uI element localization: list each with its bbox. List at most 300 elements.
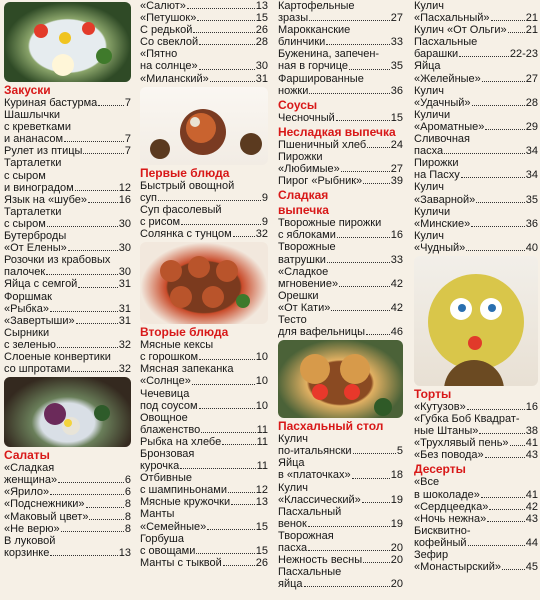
toc-entry [140,48,268,72]
entry-line [140,496,268,508]
entry-line [278,506,403,518]
dot-leader [75,190,118,191]
entry-line [278,151,403,163]
entry-title: Чесночный [278,111,335,124]
section-heading: Первые блюда [140,165,230,180]
section-heading: Закуски [4,83,51,97]
entry-line [278,314,403,326]
toc-entry [4,230,131,254]
entry-line [140,448,268,460]
page-number: 13 [255,0,268,12]
page-number: 41 [525,488,538,501]
entry-line [278,229,403,241]
toc-entry [414,230,538,254]
food-shape [344,384,360,400]
dot-leader [158,200,261,201]
toc-entry [140,533,268,557]
page-number: 38 [525,425,538,438]
entry-line [414,157,538,169]
entry-line [414,0,538,12]
entry-title: «Пасхальный» [414,12,490,25]
entry-title: с креветками [4,121,71,134]
dot-leader [349,69,390,70]
toc-entry [414,476,538,500]
entry-line [278,36,403,48]
entry-title: Сливочная [414,133,470,146]
entry-title: Горбуша [140,532,184,545]
dot-leader [47,226,118,227]
page-number: 30 [118,242,131,255]
toc-column-4 [414,0,538,600]
dot-leader [201,432,255,433]
toc-entry [4,291,131,315]
entry-title: Кулич [414,0,444,12]
dot-leader [57,347,118,348]
toc-entry [140,388,268,412]
dot-leader [468,545,525,546]
entry-title: «Не верю» [4,522,60,535]
entry-title: Пшеничный хлеб [278,138,367,151]
entry-line [140,73,268,85]
entry-line [140,460,268,472]
toc-column-1 [4,0,131,600]
entry-line [140,180,268,192]
entry-title: под соусом [140,399,198,412]
toc-entry [4,97,131,109]
entry-line [4,133,131,145]
entry-line [4,462,131,474]
entry-title: Мясные кружочки [140,496,231,509]
toc-entry [140,180,268,204]
toc-entry [4,327,131,351]
page-number: 29 [525,120,538,133]
entry-line [4,351,131,363]
food-shape [150,139,170,159]
entry-title: пасха [278,542,308,554]
entry-title: Кулич [278,481,308,494]
entry-title: «Любимые» [278,163,340,176]
page-number: 31 [118,314,131,327]
entry-title: «Все [414,476,440,489]
entry-line [278,542,403,554]
entry-line [140,351,268,363]
entry-line [140,228,268,240]
entry-title: женщина» [4,474,58,487]
page-number: 9 [261,215,268,228]
food-shape [428,274,524,370]
entry-line [414,537,538,549]
food-shape [468,336,482,350]
entry-line [140,204,268,216]
toc-entry [414,449,538,461]
page-number: 31 [118,302,131,315]
entry-line [140,24,268,36]
dot-leader [71,371,117,372]
page-number: 27 [390,12,403,25]
toc-entry [140,472,268,496]
entry-title: корзинке [4,546,50,559]
food-shape [340,354,370,384]
entry-title: ная в горчице [278,60,349,73]
food-shape [188,256,210,278]
dot-leader [363,562,390,563]
dot-leader [304,586,390,587]
page-number: 22-23 [509,48,538,61]
toc-entry [4,254,131,278]
page-number: 7 [124,133,131,146]
entry-line [140,436,268,448]
page-number: 30 [255,60,268,73]
page-number: 21 [525,24,538,37]
entry-line [140,412,268,424]
entry-title: Творожные [278,241,336,254]
toc-entry [414,437,538,449]
entry-title: Пирожки [278,150,323,163]
page-number: 30 [118,217,131,230]
section-heading: Сладкая [278,188,329,203]
dot-leader [479,433,524,434]
entry-line [4,242,131,254]
food-shape [94,405,110,421]
entry-title: ватрушки [278,253,326,266]
toc-entry [278,241,403,265]
entry-line [140,363,268,375]
toc-entry [414,549,538,573]
toc-entry [278,554,403,566]
entry-line [414,97,538,109]
page-number: 40 [525,241,538,254]
entry-line [414,549,538,561]
entry-line [414,36,538,48]
photo-salad-heart-plate [4,377,131,447]
entry-title: «Ночь нежна» [414,512,487,525]
entry-title: Мясные кексы [140,339,214,352]
entry-line [140,472,268,484]
entry-line [4,230,131,242]
toc-entry [140,12,268,24]
entry-title: в «платочках» [278,469,351,482]
entry-title: «Петушок» [140,12,197,25]
entry-title: яйца [278,578,303,591]
page-number: 21 [525,12,538,25]
section-heading: Торты [414,386,452,401]
dot-leader [50,311,118,312]
toc-entry [140,508,268,532]
page-number: 20 [390,578,403,591]
dot-leader [491,20,525,21]
entry-line [4,511,131,523]
dot-leader [222,444,255,445]
photo-appetizer-platter [4,2,131,82]
entry-title: Мясная запеканка [140,363,234,376]
toc-entry [278,48,403,72]
page-number: 31 [255,72,268,85]
entry-line [4,474,131,486]
page-number: 33 [390,36,403,49]
dot-leader [353,453,396,454]
entry-line [4,182,131,194]
page-number: 13 [255,496,268,509]
dot-leader [207,529,255,530]
toc-entry [414,501,538,513]
entry-title: Кулич [278,433,308,446]
page-number: 19 [390,493,403,506]
entry-line [4,170,131,182]
entry-line [414,24,538,36]
entry-title: барашки [414,48,459,61]
food-shape [202,286,224,308]
entry-title: Форшмак [4,290,52,303]
entry-title: «Ароматные» [414,120,485,133]
entry-title: Яйца с семгой [4,278,78,291]
toc-entry [278,112,403,124]
photo-spongebob-cake [414,256,538,386]
food-shape [190,117,200,127]
entry-title: «Губка Боб Квадрат- [414,413,520,426]
entry-line [278,278,403,290]
toc-entry [4,206,131,230]
page-number: 7 [124,97,131,109]
toc-entry [414,24,538,36]
entry-line [414,194,538,206]
entry-title: ные Штаны» [414,425,479,438]
food-shape [160,260,182,282]
dot-leader [64,141,124,142]
entry-line [414,489,538,501]
entry-title: с сыром [4,169,46,182]
entry-line [278,457,403,469]
entry-title: кофейный [414,536,467,549]
dot-leader [466,250,525,251]
entry-title: со шпротами [4,363,71,376]
toc-entry [140,339,268,363]
dot-leader [76,323,118,324]
entry-line [278,482,403,494]
toc-entry [140,412,268,436]
entry-title: Кулич [414,229,444,242]
toc-entry [278,175,403,187]
toc-entry [140,436,268,448]
entry-line [4,218,131,230]
entry-line [414,449,538,461]
dot-leader [210,81,255,82]
page-number: 24 [390,138,403,151]
entry-line [414,145,538,157]
page-number: 36 [525,217,538,230]
entry-line [140,12,268,24]
entry-line [140,521,268,533]
toc-entry [414,109,538,133]
entry-line [278,241,403,253]
entry-line [140,60,268,72]
dot-leader [327,262,390,263]
dot-leader [482,81,525,82]
dot-leader [502,569,525,570]
entry-title: венок [278,517,307,530]
dot-leader [193,32,254,33]
toc-entry [4,486,131,498]
page-number: 35 [390,60,403,73]
dot-leader [444,153,525,154]
entry-title: «Семейные» [140,520,207,533]
entry-title: суп [140,191,157,204]
entry-title: Сырники [4,326,50,339]
entry-title: курочка [140,460,180,473]
entry-line [278,163,403,175]
food-shape [186,113,216,143]
toc-column-3 [278,0,403,600]
page-number: 41 [525,437,538,450]
toc-entry [4,278,131,290]
toc-entry [278,457,403,481]
page-number: 5 [396,445,403,458]
dot-leader [58,482,124,483]
entry-title: «От Кати» [278,301,331,314]
toc-entry [4,157,131,193]
entry-line [278,12,403,24]
toc-entry [414,513,538,525]
page-number: 15 [255,520,268,533]
page-number: 11 [256,460,268,473]
entry-line [4,339,131,351]
entry-title: «Сладкое [278,265,329,278]
entry-line [4,523,131,535]
page-number: 32 [255,228,268,241]
entry-line [278,530,403,542]
section-heading: Салаты [4,448,50,463]
page-number: 43 [525,512,538,525]
entry-line [140,424,268,436]
toc-entry [414,36,538,60]
entry-line [4,486,131,498]
entry-line [4,315,131,327]
toc-entry [414,0,538,12]
dot-leader [197,20,254,21]
entry-line [140,533,268,545]
page-number: 6 [124,486,131,499]
entry-line [278,433,403,445]
entry-title: Пасхальные [414,36,478,49]
entry-line [278,266,403,278]
entry-line [4,254,131,266]
page-number: 7 [124,145,131,158]
dot-leader [199,359,255,360]
toc-entry [4,194,131,206]
entry-title: блаженство [140,423,201,436]
dot-leader [485,129,524,130]
toc-entry [4,535,131,559]
dot-leader [89,519,123,520]
page-number: 36 [390,84,403,97]
dot-leader [308,526,390,527]
entry-title: «Кутузов» [414,400,466,413]
toc-entry [278,266,403,290]
entry-title: В луковой [4,534,56,547]
entry-title: Быстрый овощной [140,179,235,192]
entry-line [414,513,538,525]
entry-title: Манты [140,508,175,521]
dot-leader [326,44,389,45]
dot-leader [308,550,390,551]
entry-line [140,216,268,228]
entry-title: «Желейные» [414,72,481,85]
toc-entry [4,145,131,157]
page-number: 11 [256,423,268,436]
page-number: 32 [118,363,131,376]
page-number: 6 [124,474,131,487]
entry-line [140,36,268,48]
food-shape [312,384,328,400]
entry-line [278,139,403,151]
entry-line [278,85,403,97]
entry-title: Пирожки [414,157,459,170]
entry-line [414,230,538,242]
toc-entry [414,401,538,413]
page-number: 8 [124,510,131,523]
dot-leader [363,183,390,184]
toc-entry [4,511,131,523]
entry-line [140,192,268,204]
entry-title: с овощами [140,544,196,557]
toc-entry [278,482,403,506]
entry-line [278,578,403,590]
entry-line [4,266,131,278]
entry-title: и виноградом [4,181,74,194]
entry-title: «Салют» [140,0,186,12]
food-shape [488,304,496,312]
entry-line [414,525,538,537]
dot-leader [485,457,525,458]
toc-entry [278,73,403,97]
dot-leader [362,502,390,503]
food-shape [59,32,71,44]
section-heading: Соусы [278,97,318,112]
entry-line [278,469,403,481]
entry-title: Солянка с тунцом [140,228,232,241]
entry-title: «От Елены» [4,242,67,255]
dot-leader [233,236,255,237]
entry-title: с рисом [140,215,181,228]
entry-line [4,278,131,290]
page-number: 9 [261,191,268,204]
page-number: 12 [118,181,131,194]
dot-leader [196,553,254,554]
entry-line [278,217,403,229]
entry-title: «Завертыши» [4,314,75,327]
entry-line [414,218,538,230]
dot-leader [50,494,124,495]
entry-title: Нежность весны [278,554,363,567]
toc-entry [4,351,131,375]
dot-leader [471,226,525,227]
entry-title: Со свеклой [140,36,199,49]
toc-entry [278,566,403,590]
dot-leader [78,287,117,288]
entry-line [414,476,538,488]
entry-title: для вафельницы [278,326,366,339]
entry-title: Пирог «Рыбник» [278,175,363,188]
entry-title: Бисквитно- [414,524,471,537]
photo-soup-bowl [140,87,268,165]
entry-line [414,242,538,254]
entry-line [278,60,403,72]
entry-title: Зефир [414,549,449,561]
entry-title: Куличи [414,108,451,121]
toc-entry [278,151,403,175]
entry-line [4,547,131,559]
entry-line [414,169,538,181]
dot-leader [46,274,118,275]
